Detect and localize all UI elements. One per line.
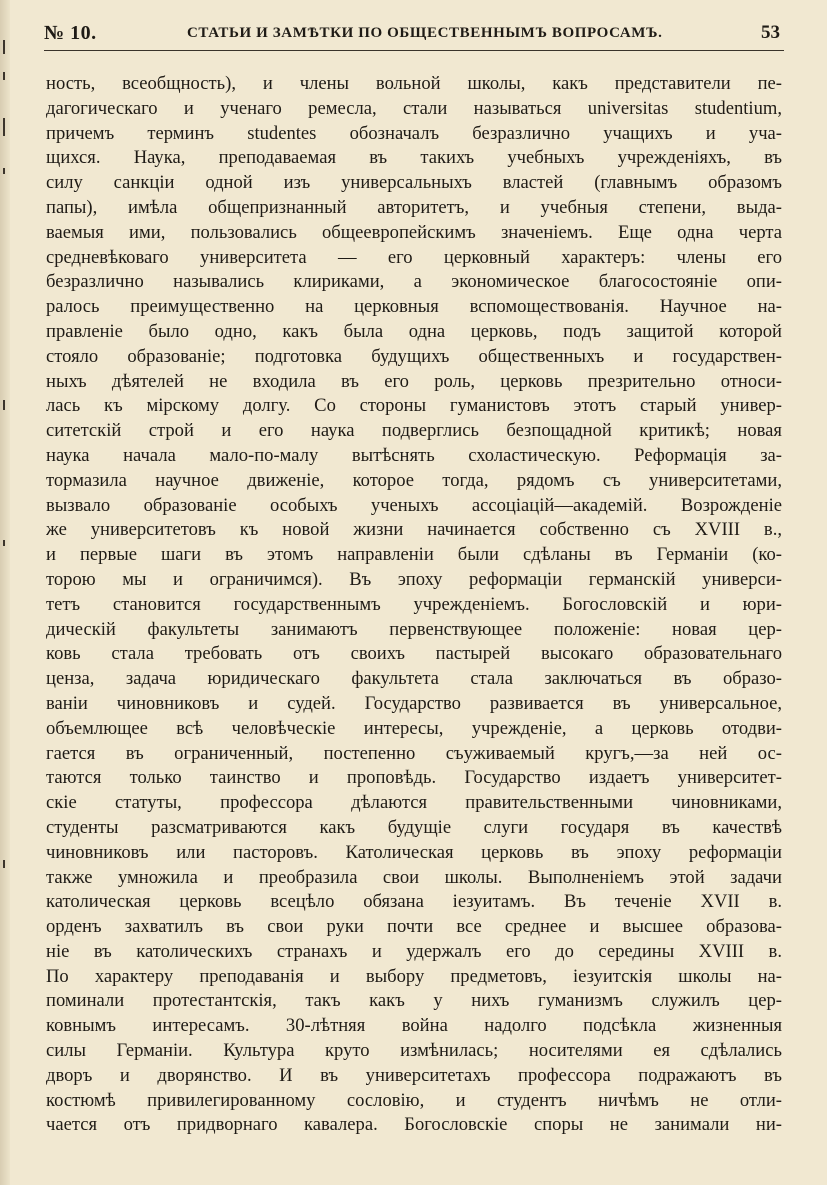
text-line: ныхъ дѣятелей не входила въ его роль, церковь презрительно относи- [46, 370, 782, 392]
text-line: и первые шаги въ этомъ направленіи были сдѣланы въ Германіи (ко- [46, 544, 782, 566]
text-line: По характеру преподаванія и выбору предметовъ, іезуитскія школы на- [46, 965, 782, 987]
text-line: студенты разсматриваются какъ будущіе слуги государя въ качествѣ [46, 816, 782, 838]
text-line: объемлющее всѣ человѣческіе интересы, учрежденіе, а церковь отодви- [46, 717, 782, 739]
text-line: поминали протестантскія, такъ какъ у нихъ гуманизмъ служилъ цер- [46, 990, 782, 1012]
text-line: чиновниковъ или пасторовъ. Католическая церковь въ эпоху реформаціи [46, 841, 782, 863]
binding-marks [2, 0, 8, 1185]
text-line: безразлично назывались клириками, а экономическое благосостояніе опи- [46, 271, 782, 293]
text-line: ковь стала требовать отъ своихъ пастырей высокаго образовательнаго [46, 643, 782, 665]
text-line: ніе въ католическихъ странахъ и удержалъ его до середины XVIII в. [46, 940, 782, 962]
text-line: гается въ ограниченный, постепенно съуживаемый кругъ,—за ней ос- [46, 742, 782, 764]
text-line: ность, всеобщность), и члены вольной школы, какъ представители пе- [46, 73, 782, 94]
text-line: католическая церковь всецѣло обязана іезуитамъ. Въ теченіе XVII в. [46, 891, 782, 913]
running-title: СТАТЬИ И ЗАМѢТКИ ПО ОБЩЕСТВЕННЫМЪ ВОПРОСАМЪ. [187, 25, 663, 41]
text-line: тормазила научное движеніе, которое тогда, рядомъ съ университетами, [46, 469, 782, 491]
text-line: правленіе было одно, какъ была одна церковь, подъ защитой которой [46, 320, 782, 342]
text-line: ситетскій строй и его наука подверглись безпощадной критикѣ; новая [46, 420, 782, 442]
text-line: причемъ терминъ studentes обозначалъ безразлично учащихъ и уча- [46, 122, 782, 144]
header-rule [44, 50, 784, 51]
text-line: средневѣковаго университета — его церковный характеръ: члены его [46, 246, 782, 268]
text-line: костюмѣ привилегированному сословію, и студентъ ничѣмъ не отли- [46, 1089, 782, 1111]
text-line: дагогическаго и ученаго ремесла, стали называться universitas studentium, [46, 97, 782, 119]
text-line: вызвало образованіе особыхъ ученыхъ ассоціацій—академій. Возрожденіе [46, 494, 782, 516]
text-line: щихся. Наука, преподаваемая въ такихъ учебныхъ учрежденіяхъ, въ [46, 147, 782, 169]
page-number: 53 [761, 22, 780, 43]
page-binding-edge [0, 0, 10, 1185]
text-line: скіе статуты, профессора дѣлаются правительственными чиновниками, [46, 792, 782, 814]
text-line: таются только таинство и проповѣдь. Государство издаетъ университет- [46, 767, 782, 789]
running-header [44, 18, 784, 52]
text-line: ценза, задача юридическаго факультета стала заключаться въ образо- [46, 668, 782, 690]
text-line: дическій факультеты занимаютъ первенствующее положеніе: новая цер- [46, 618, 782, 640]
text-line: силу санкціи одной изъ универсальныхъ властей (главнымъ образомъ [46, 172, 782, 194]
text-line: лась къ мірскому долгу. Со стороны гуманистовъ этотъ старый универ- [46, 395, 782, 417]
text-line: чается отъ придворнаго кавалера. Богословскіе споры не занимали ни- [46, 1114, 782, 1136]
issue-number: № 10. [44, 22, 97, 44]
text-line: стояло образованіе; подготовка будущихъ общественныхъ и государствен- [46, 345, 782, 367]
text-line: дворъ и дворянство. И въ университетахъ профессора подражаютъ въ [46, 1064, 782, 1086]
text-line: орденъ захватилъ въ свои руки почти все среднее и высшее образова- [46, 916, 782, 938]
article-body [46, 72, 782, 1138]
text-line: тетъ становится государственнымъ учрежденіемъ. Богословскій и юри- [46, 593, 782, 615]
text-line: папы), имѣла общепризнанный авторитетъ, и учебныя степени, выда- [46, 196, 782, 218]
text-line: ковнымъ интересамъ. 30-лѣтняя война надолго подсѣкла жизненныя [46, 1015, 782, 1037]
text-line: силы Германіи. Культура круто измѣнилась; носителями ея сдѣлались [46, 1040, 782, 1062]
text-line: ваемыя ими, пользовались общеевропейскимъ значеніемъ. Еще одна черта [46, 221, 782, 243]
text-line: ралось преимущественно на церковныя вспомоществованія. Научное на- [46, 296, 782, 318]
text-line: же университетовъ къ новой жизни начинается собственно съ XVIII в., [46, 519, 782, 541]
text-line: также умножила и преобразила свои школы. Выполненіемъ этой задачи [46, 866, 782, 888]
text-line: ваніи чиновниковъ и судей. Государство развивается въ универсальное, [46, 692, 782, 714]
text-line: наука начала мало-по-малу вытѣснять схоластическую. Реформація за- [46, 444, 782, 466]
text-line: торою мы и ограничимся). Въ эпоху реформаціи германскій универси- [46, 568, 782, 590]
